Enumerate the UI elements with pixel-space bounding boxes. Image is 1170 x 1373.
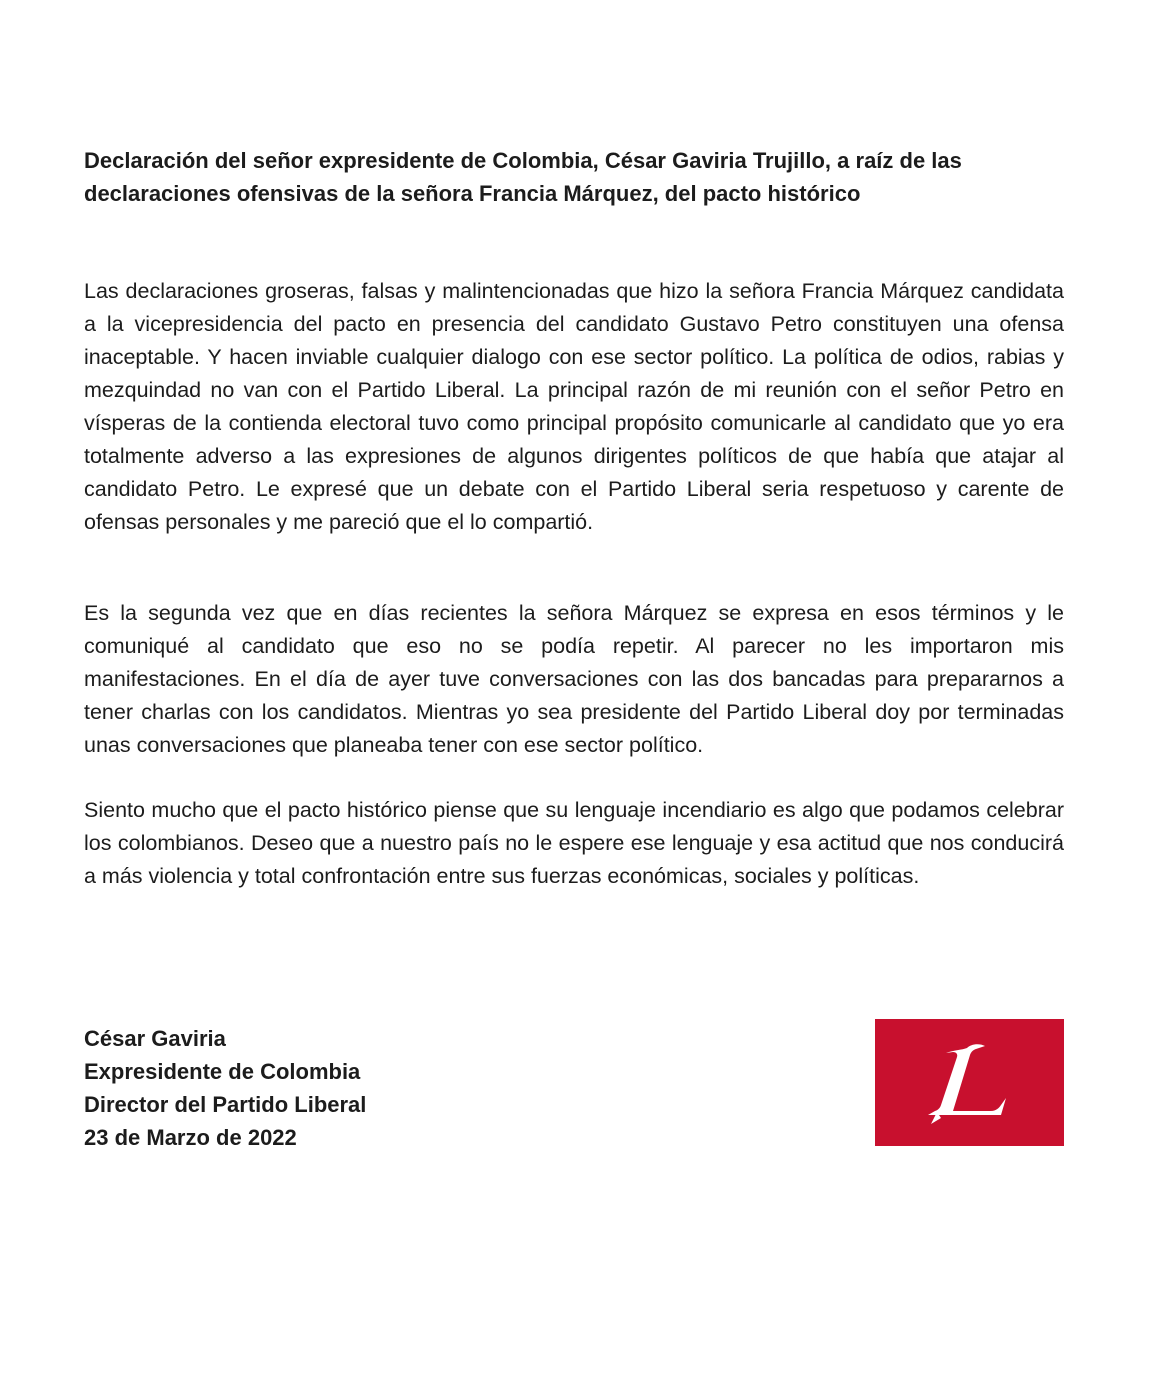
signature-block: [84, 1022, 366, 1154]
paragraph-3: Siento mucho que el pacto histórico piense que su lenguaje incendiario es algo que podamos celebrar los colombianos. Deseo que a nuestro país no le espere ese lenguaje y esa actitud que nos conducirá a más violencia y total confrontación entre sus fuerzas económicas, sociales y políticas.: [84, 798, 1064, 888]
paragraph-1: Las declaraciones groseras, falsas y malintencionadas que hizo la señora Francia Márquez candidata a la vicepresidencia del pacto en presencia del candidato Gustavo Petro constituyen una ofensa inaceptable. Y hacen inviable cualquier dialogo con ese sector político. La política de odios, rabias y mezquindad no van con el Partido Liberal. La principal razón de mi reunión con el señor Petro en vísperas de la contienda electoral tuvo como principal propósito comunicarle al candidato que yo era totalmente adverso a las expresiones de algunos dirigentes políticos de que había que atajar al candidato Petro. Le expresé que un debate con el Partido Liberal seria respetuoso y carente de ofensas personales y me pareció que el lo compartió.: [84, 279, 1064, 534]
liberal-l-icon: [875, 1019, 1064, 1146]
paragraph-2: Es la segunda vez que en días recientes la señora Márquez se expresa en esos términos y le comuniqué al candidato que eso no se podía repetir. Al parecer no les importaron mis manifestaciones. En el día de ayer tuve conversaciones con las dos bancadas para prepararnos a tener charlas con los candidatos. Mientras yo sea presidente del Partido Liberal doy por terminadas unas conversaciones que planeaba tener con ese sector político.: [84, 601, 1064, 757]
signature-date: 23 de Marzo de 2022: [84, 1125, 297, 1150]
document-title: Declaración del señor expresidente de Colombia, César Gaviria Trujillo, a raíz de las declaraciones ofensivas de la señora Francia Márquez, del pacto histórico: [84, 148, 962, 206]
signature-name: César Gaviria: [84, 1026, 226, 1051]
signature-position: Director del Partido Liberal: [84, 1092, 367, 1117]
partido-liberal-logo: [875, 1019, 1064, 1146]
signature-role: Expresidente de Colombia: [84, 1059, 361, 1084]
